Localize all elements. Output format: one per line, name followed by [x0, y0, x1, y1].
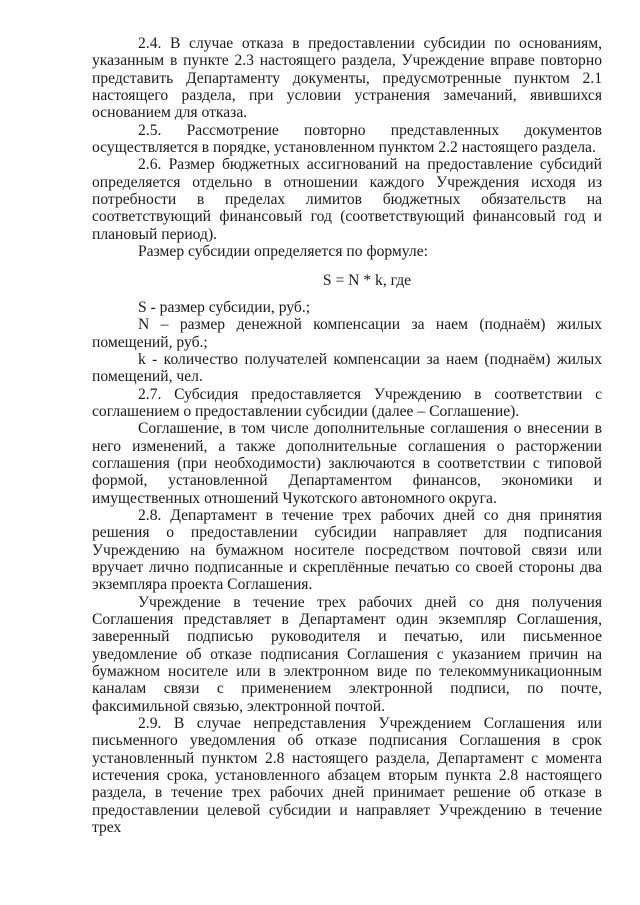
paragraph-agreement-return: Учреждение в течение трех рабочих дней со дня получения Соглашения представляет в Департамент один экземпляр Соглашения, заверенный подписью руководителя и печатью, или письменное уведомление об отказе подписания Соглашения с указанием причин на бумажном носителе или в электронном виде по телекоммуникационным каналам связи с применением электронной подписи, по почте, факсимильной связью, электронной почтой.	[92, 593, 602, 715]
paragraph-2-6: 2.6. Размер бюджетных ассигнований на предоставление субсидий определяется отдельно в отношении каждого Учреждения исходя из потребности в пределах лимитов бюджетных обязательств на соответствующий финансовый год (соответствующий финансовый год и плановый период).	[92, 156, 602, 243]
paragraph-2-8: 2.8. Департамент в течение трех рабочих дней со дня принятия решения о предоставлении субсидии направляет для подписания Учреждению на бумажном носителе посредством почтовой связи или вручает лично подписанные и скреплённые печатью со своей стороны два экземпляра проекта Соглашения.	[92, 506, 602, 594]
paragraph-2-7: 2.7. Субсидия предоставляется Учреждению в соответствии с соглашением о предоставлении субсидии (далее – Соглашение).	[92, 385, 602, 420]
formula-intro: Размер субсидии определяется по формуле:	[138, 243, 428, 261]
formula: S = N * k, где	[322, 272, 412, 290]
paragraph-2-9: 2.9. В случае непредставления Учреждением Соглашения или письменного уведомления об отказе подписания Соглашения в срок установленный пунктом 2.8 настоящего раздела, Департамент с момента истечения срока, установленного абзацем вторым пункта 2.8 настоящего раздела, в течение трех рабочих дней принимает решение об отказе в предоставлении целевой субсидии и направляет Учреждению в течение трех	[92, 715, 602, 837]
paragraph-agreement-form: Соглашение, в том числе дополнительные соглашения о внесении в него изменений, а также дополнительные соглашения о расторжении соглашения (при необходимости) заключаются в соответствии с типовой формой, установленной Департаментом финансов, экономики и имущественных отношений Чукотского автономного округа.	[92, 420, 602, 507]
paragraph-2-4: 2.4. В случае отказа в предоставлении субсидии по основаниям, указанным в пункте 2.3 настоящего раздела, Учреждение вправе повторно представить Департаменту документы, предусмотренные пунктом 2.1 настоящего раздела, при условии устранения замечаний, явившихся основанием для отказа.	[92, 35, 602, 122]
definition-k: k - количество получателей компенсации за наем (поднаём) жилых помещений, чел.	[92, 350, 602, 386]
definition-n: N – размер денежной компенсации за наем (поднаём) жилых помещений, руб.;	[92, 316, 602, 351]
definition-s: S - размер субсидии, руб.;	[138, 298, 311, 316]
document-page	[92, 35, 602, 836]
paragraph-2-5: 2.5. Рассмотрение повторно представленных документов осуществляется в порядке, установленном пунктом 2.2 настоящего раздела.	[92, 121, 602, 157]
